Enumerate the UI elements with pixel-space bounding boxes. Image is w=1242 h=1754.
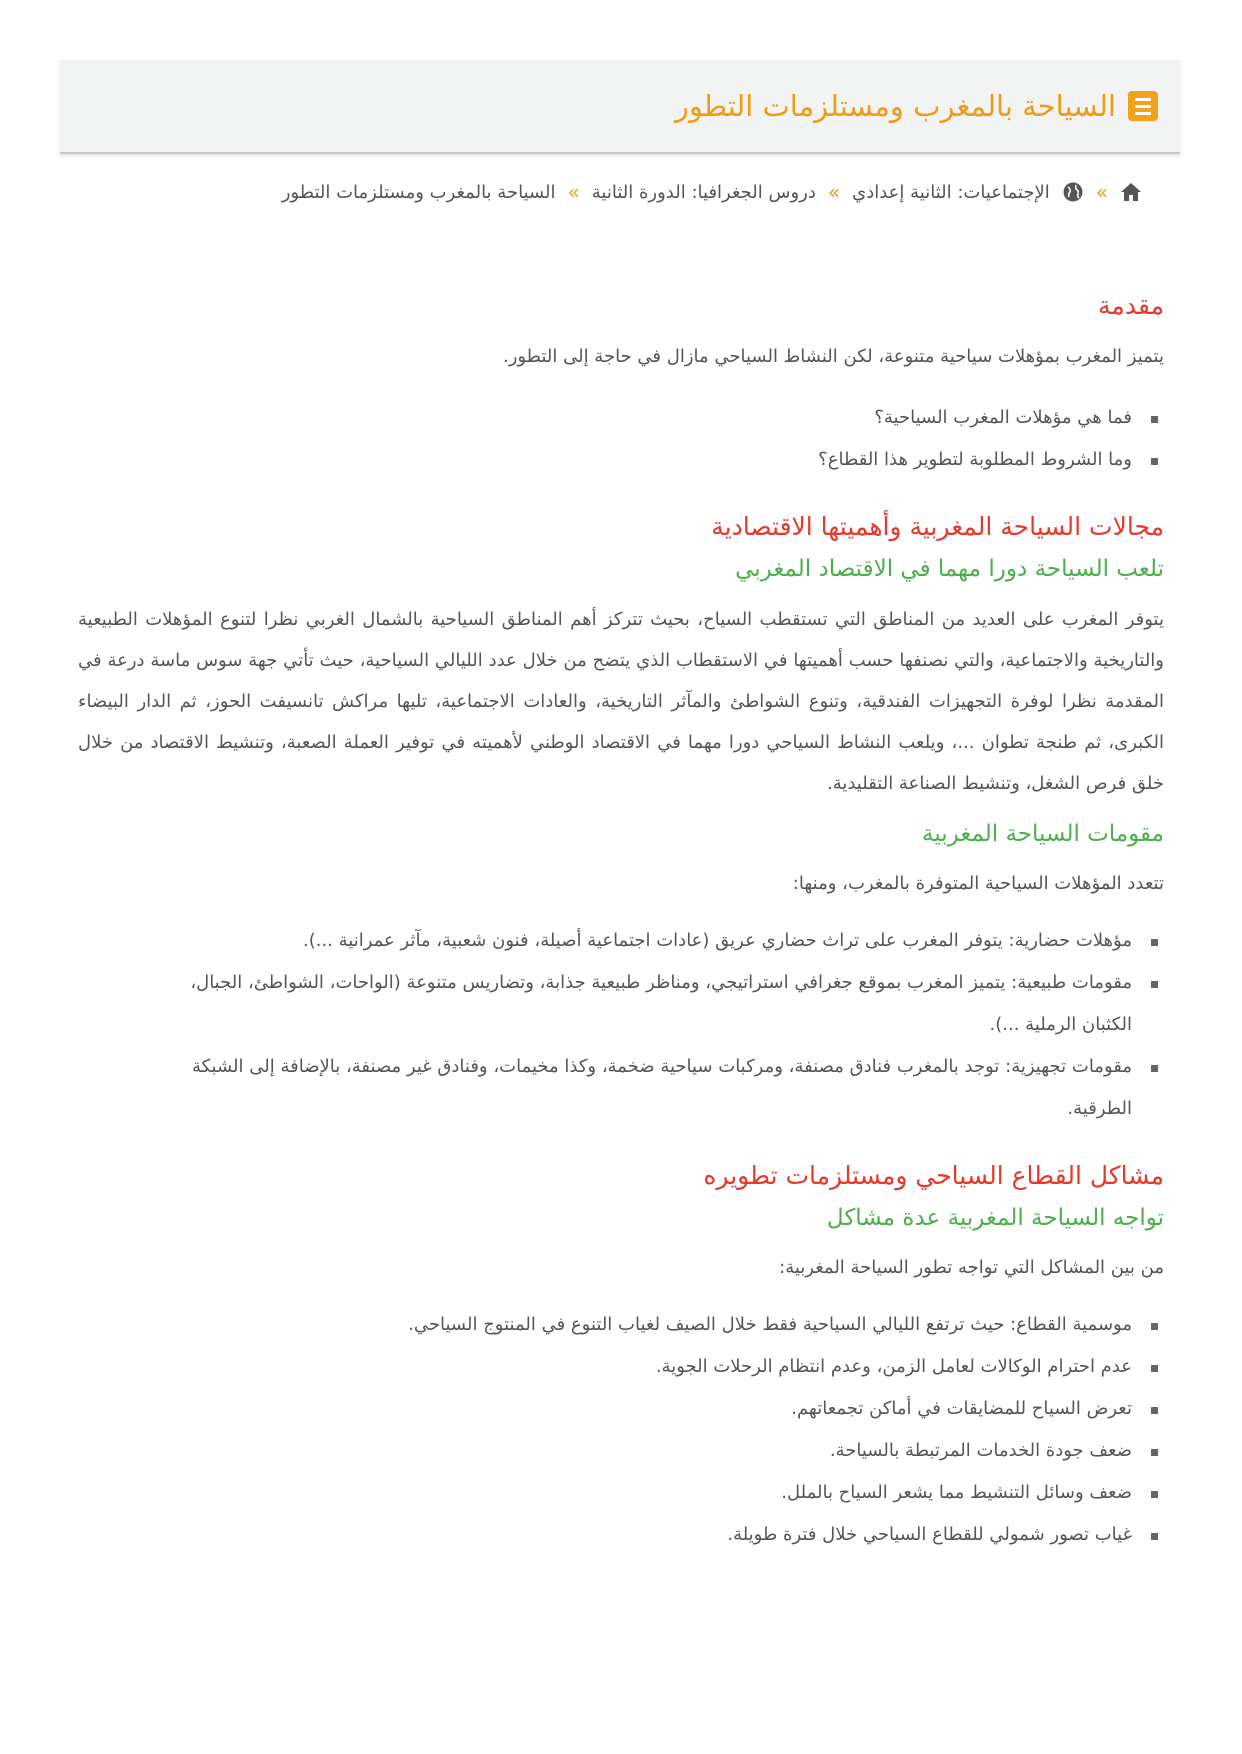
intro-questions bbox=[78, 397, 1164, 481]
list-item: عدم احترام الوكالات لعامل الزمن، وعدم انتظام الرحلات الجوية. bbox=[78, 1346, 1132, 1388]
page-title-box bbox=[60, 60, 1180, 154]
breadcrumb-item-current: السياحة بالمغرب ومستلزمات التطور bbox=[281, 181, 556, 203]
list-item: مقومات طبيعية: يتميز المغرب بموقع جغرافي استراتيجي، ومناظر طبيعية جذابة، وتضاريس متنوعة (الواحات، الشواطئ، الجبال، الكثبان الرملية ...). bbox=[138, 962, 1132, 1046]
globe-icon bbox=[1062, 181, 1084, 203]
breadcrumb bbox=[100, 175, 1142, 209]
list-item: وما الشروط المطلوبة لتطوير هذا القطاع؟ bbox=[78, 439, 1132, 481]
article-icon bbox=[1128, 91, 1158, 121]
list-item: تعرض السياح للمضايقات في أماكن تجمعاتهم. bbox=[78, 1388, 1132, 1430]
section1-subheading-2: مقومات السياحة المغربية bbox=[921, 820, 1164, 847]
breadcrumb-item-social-studies[interactable]: الإجتماعيات: الثانية إعدادي bbox=[852, 181, 1050, 203]
intro-heading: مقدمة bbox=[1098, 291, 1164, 320]
list-item: ضعف وسائل التنشيط مما يشعر السياح بالملل. bbox=[78, 1472, 1132, 1514]
list-item: موسمية القطاع: حيث ترتفع الليالي السياحية فقط خلال الصيف لغياب التنوع في المنتوج السياحي. bbox=[78, 1304, 1132, 1346]
intro-text: يتميز المغرب بمؤهلات سياحية متنوعة، لكن النشاط السياحي مازال في حاجة إلى التطور. bbox=[502, 345, 1164, 367]
section2-list bbox=[78, 1304, 1164, 1556]
article-content bbox=[78, 290, 1164, 1556]
breadcrumb-separator: » bbox=[1095, 180, 1108, 204]
list-item: فما هي مؤهلات المغرب السياحية؟ bbox=[78, 397, 1132, 439]
list-item: مؤهلات حضارية: يتوفر المغرب على تراث حضاري عريق (عادات اجتماعية أصيلة، فنون شعبية، مآثر عمرانية ...). bbox=[138, 920, 1132, 962]
section2-heading: مشاكل القطاع السياحي ومستلزمات تطويره bbox=[703, 1160, 1164, 1190]
section1-list-intro: تتعدد المؤهلات السياحية المتوفرة بالمغرب، ومنها: bbox=[792, 872, 1164, 894]
home-icon[interactable] bbox=[1120, 182, 1142, 202]
list-item: غياب تصور شمولي للقطاع السياحي خلال فترة طويلة. bbox=[78, 1514, 1132, 1556]
list-item: ضعف جودة الخدمات المرتبطة بالسياحة. bbox=[78, 1430, 1132, 1472]
page-title: السياحة بالمغرب ومستلزمات التطور bbox=[674, 88, 1116, 123]
section2-list-intro: من بين المشاكل التي تواجه تطور السياحة المغربية: bbox=[779, 1257, 1164, 1279]
section1-paragraph: يتوفر المغرب على العديد من المناطق التي تستقطب السياح، بحيث تتركز أهم المناطق السياحية بالشمال الغربي نظرا لتنوع المؤهلات الطبيعية والتاريخية والاجتماعية، والتي نصنفها حسب أهميتها في الاستقطاب الذي يتضح من خلال عدد الليالي السياحية، حيث تأتي جهة سوس ماسة درعة في المقدمة نظرا لوفرة التجهيزات الفندقية، وتنوع الشواطئ والمآثر التاريخية، والعادات الاجتماعية، تليها مراكش تانسيفت الحوز، ثم الدار البيضاء الكبرى، ثم طنجة تطوان ...، ويلعب النشاط السياحي دورا مهما في الاقتصاد الوطني لأهميته في توفير العملة الصعبة، وتنشيط الاقتصاد من خلال خلق فرص الشغل، وتنشيط الصناعة التقليدية. bbox=[78, 608, 1164, 794]
section1-subheading: تلعب السياحة دورا مهما في الاقتصاد المغربي bbox=[735, 556, 1164, 582]
breadcrumb-item-geography-lessons[interactable]: دروس الجغرافيا: الدورة الثانية bbox=[591, 181, 816, 203]
section1-list bbox=[78, 920, 1164, 1130]
section1-heading: مجالات السياحة المغربية وأهميتها الاقتصادية bbox=[711, 511, 1164, 541]
breadcrumb-separator: » bbox=[567, 180, 580, 204]
section2-subheading: تواجه السياحة المغربية عدة مشاكل bbox=[826, 1205, 1164, 1232]
breadcrumb-separator: » bbox=[827, 180, 841, 204]
list-item: مقومات تجهيزية: توجد بالمغرب فنادق مصنفة، ومركبات سياحية ضخمة، وكذا مخيمات، وفنادق غير مصنفة، بالإضافة إلى الشبكة الطرقية. bbox=[138, 1046, 1132, 1130]
